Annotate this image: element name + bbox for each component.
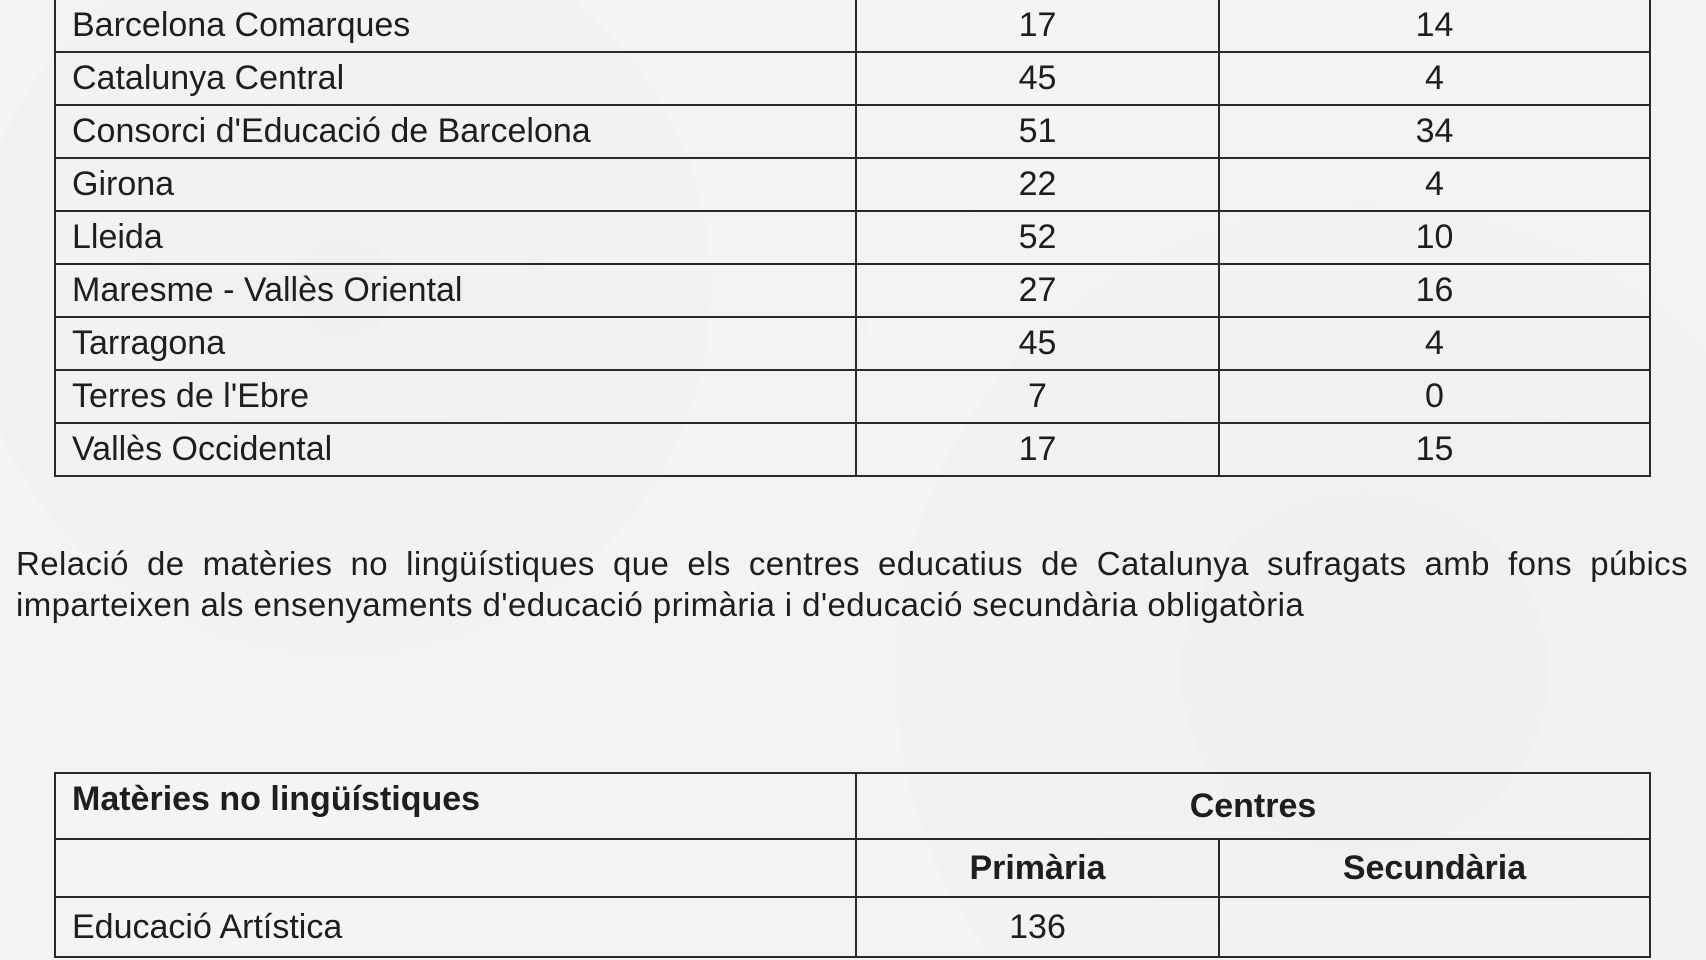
subjects-caption: Relació de matèries no lingüístiques que els centres educatius de Catalunya sufragats amb fons púbics imparteixen als ensenyaments d'educació primària i d'educació secundària obligatòria [16,545,1688,623]
primaria-count: 45 [856,317,1219,370]
secundaria-count: 4 [1219,52,1650,105]
header-centres: Centres [856,773,1650,839]
table-subheader-row [55,839,1650,897]
secundaria-count: 16 [1219,264,1650,317]
secundaria-count: 34 [1219,105,1650,158]
region-name: Consorci d'Educació de Barcelona [55,105,856,158]
primaria-count: 17 [856,423,1219,476]
region-name: Lleida [55,211,856,264]
primaria-count: 51 [856,105,1219,158]
region-name: Girona [55,158,856,211]
subject-name: Educació Artística [55,897,856,957]
secundaria-count: 4 [1219,317,1650,370]
table-row [55,0,1650,52]
secundaria-count: 14 [1219,0,1650,52]
header-primaria: Primària [856,839,1219,897]
region-name: Terres de l'Ebre [55,370,856,423]
region-name: Vallès Occidental [55,423,856,476]
secundaria-count: 10 [1219,211,1650,264]
primaria-count: 27 [856,264,1219,317]
table-row [55,264,1650,317]
secundaria-count: 0 [1219,370,1650,423]
region-name: Maresme - Vallès Oriental [55,264,856,317]
table-row [55,317,1650,370]
primaria-count: 22 [856,158,1219,211]
secundaria-count: 15 [1219,423,1650,476]
secundaria-count [1219,897,1650,957]
table-header-row [55,773,1650,839]
primaria-count: 136 [856,897,1219,957]
region-name: Catalunya Central [55,52,856,105]
table-row [55,211,1650,264]
table-row [55,105,1650,158]
region-name: Tarragona [55,317,856,370]
table-row [55,370,1650,423]
header-subject: Matèries no lingüístiques [55,773,856,839]
table-row [55,158,1650,211]
table-row [55,897,1650,957]
header-secundaria: Secundària [1219,839,1650,897]
primaria-count: 45 [856,52,1219,105]
primaria-count: 17 [856,0,1219,52]
regions-table [54,0,1651,477]
primaria-count: 52 [856,211,1219,264]
region-name: Barcelona Comarques [55,0,856,52]
table-row [55,52,1650,105]
header-blank-cell [55,839,856,897]
table-row [55,423,1650,476]
primaria-count: 7 [856,370,1219,423]
subjects-table [54,772,1651,958]
secundaria-count: 4 [1219,158,1650,211]
